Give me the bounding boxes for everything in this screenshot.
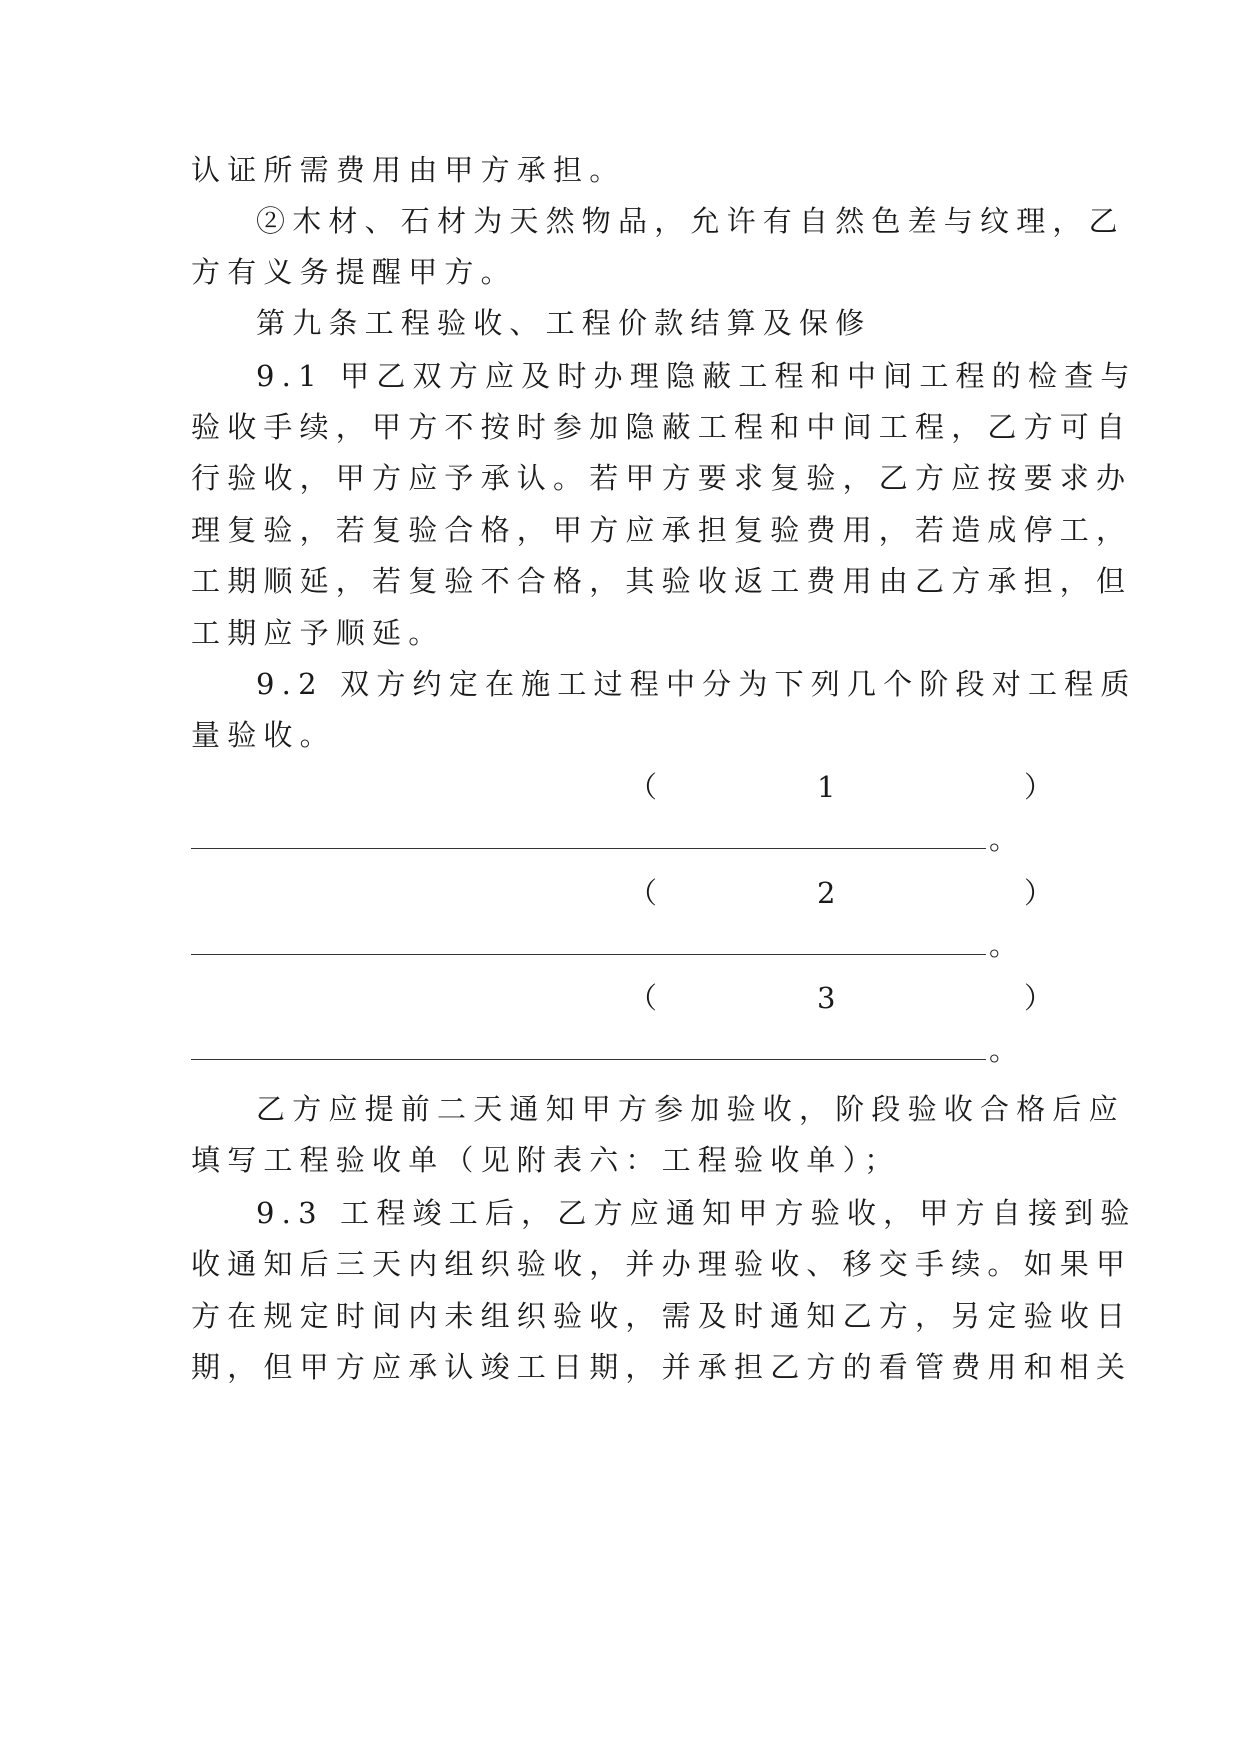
paragraph-line: 方有义务提醒甲方。: [191, 255, 517, 289]
fill-in-blank-row: [191, 1030, 1061, 1070]
paragraph-line: 工期顺延，若复验不合格，其验收返工费用由乙方承担，但: [191, 564, 1133, 598]
fill-in-blank-row: [191, 925, 1061, 965]
blank-end-mark: 。: [989, 928, 1019, 962]
stage-number-row: [191, 978, 1061, 1018]
stage-number-row: [191, 767, 1061, 807]
paragraph-line: 9.1 甲乙双方应及时办理隐蔽工程和中间工程的检查与: [256, 359, 1137, 393]
paragraph-line: 收通知后三天内组织验收，并办理验收、移交手续。如果甲: [191, 1247, 1133, 1281]
stage-number: 1: [817, 770, 836, 804]
blank-end-mark: 。: [989, 1033, 1019, 1067]
paragraph-line: ②木材、石材为天然物品，允许有自然色差与纹理，乙: [256, 204, 1125, 238]
stage-number-row: [191, 873, 1061, 913]
paragraph-line: 9.3 工程竣工后，乙方应通知甲方验收，甲方自接到验: [256, 1196, 1137, 1230]
paragraph-line: 乙方应提前二天通知甲方参加验收，阶段验收合格后应: [256, 1092, 1125, 1126]
paragraph-line: 方在规定时间内未组织验收，需及时通知乙方，另定验收日: [191, 1299, 1133, 1333]
open-paren: （: [628, 981, 658, 1015]
open-paren: （: [628, 876, 658, 910]
close-paren: ）: [1024, 770, 1054, 804]
paragraph-line: 量验收。: [191, 718, 336, 752]
fill-in-blank-line: [191, 848, 986, 849]
close-paren: ）: [1024, 981, 1054, 1015]
fill-in-blank-line: [191, 954, 986, 955]
paragraph-line: 理复验，若复验合格，甲方应承担复验费用，若造成停工，: [191, 513, 1133, 547]
fill-in-blank-row: [191, 819, 1061, 859]
paragraph-line: 行验收，甲方应予承认。若甲方要求复验，乙方应按要求办: [191, 461, 1133, 495]
fill-in-blank-line: [191, 1059, 986, 1060]
paragraph-line: 认证所需费用由甲方承担。: [191, 153, 626, 187]
stage-number: 2: [817, 876, 836, 910]
paragraph-line: 验收手续，甲方不按时参加隐蔽工程和中间工程，乙方可自: [191, 410, 1133, 444]
paragraph-line: 填写工程验收单（见附表六：工程验收单）；: [191, 1143, 901, 1177]
paragraph-line: 9.2 双方约定在施工过程中分为下列几个阶段对工程质: [256, 667, 1137, 701]
paragraph-line: 工期应予顺延。: [191, 616, 445, 650]
section-heading: 第九条工程验收、工程价款结算及保修: [256, 306, 872, 340]
paragraph-line: 期，但甲方应承认竣工日期，并承担乙方的看管费用和相关: [191, 1350, 1133, 1384]
blank-end-mark: 。: [989, 822, 1019, 856]
stage-number: 3: [817, 981, 836, 1015]
open-paren: （: [628, 770, 658, 804]
close-paren: ）: [1024, 876, 1054, 910]
